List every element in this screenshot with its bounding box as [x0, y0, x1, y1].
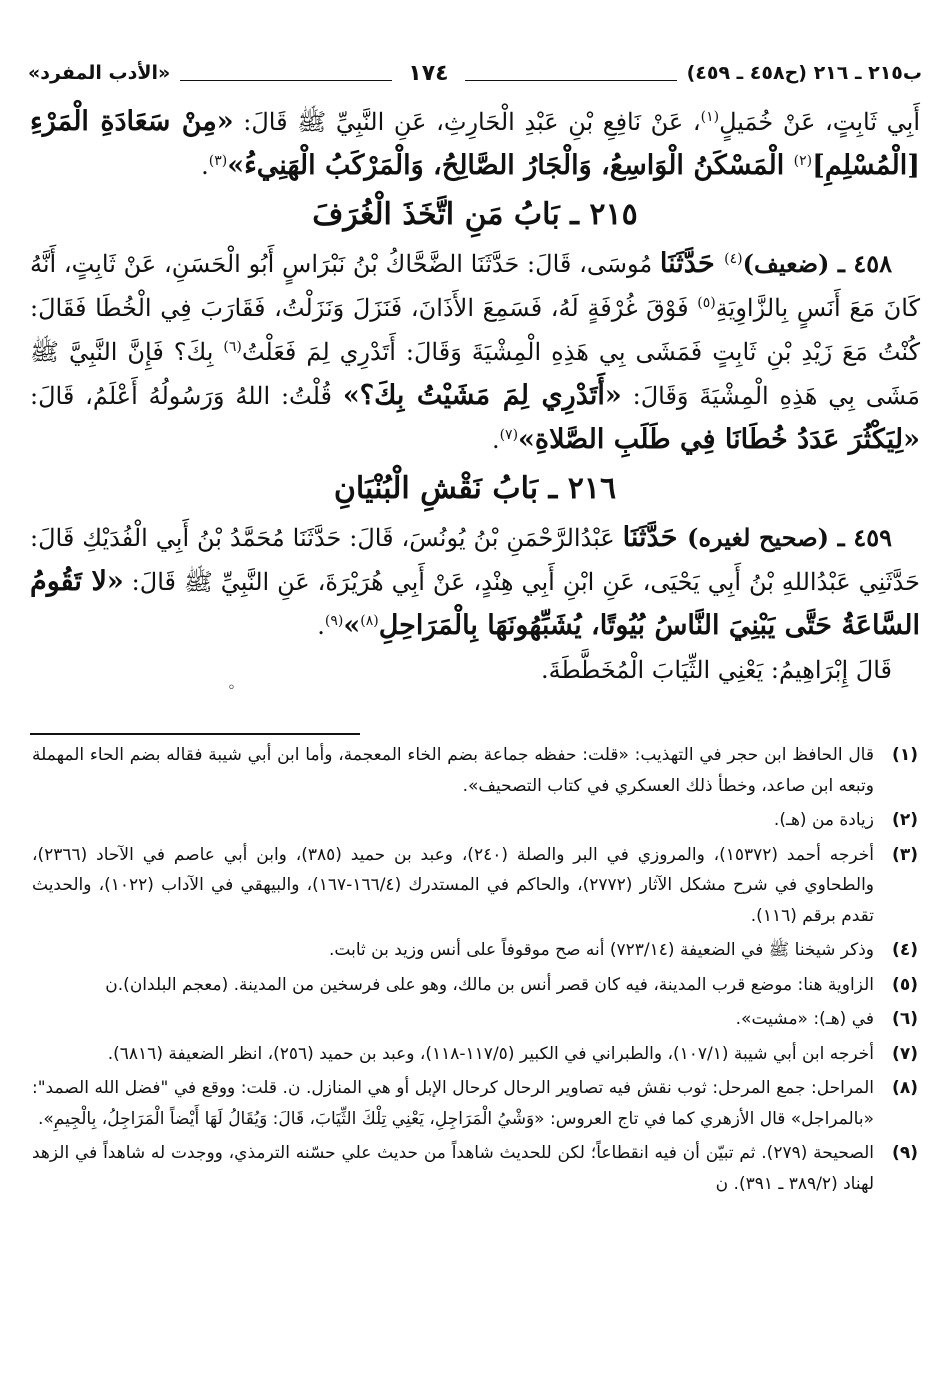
hadith-quote: الْمَسْكَنُ الْوَاسِعُ، وَالْجَارُ الصَّالِحُ، وَالْمَرْكَبُ الْهَنِيءُ»: [227, 150, 794, 181]
text-segment: أَبِي ثَابِتٍ، عَنْ خُمَيلٍ: [719, 108, 920, 136]
paragraph-hadith-458: [30, 242, 920, 462]
header-section-range: ب٢١٥ ـ ٢١٦ (ح٤٥٨ ـ ٤٥٩): [686, 62, 922, 84]
footnote-ref[interactable]: (٩): [324, 613, 344, 629]
header-rule-left: [180, 66, 392, 81]
footnote-ref[interactable]: (٤): [724, 251, 743, 267]
text-segment: بِكَ؟ فَإِنَّ النَّبِيَّ ﷺ مَشَى بِي هَذِهِ الْمِشْيَةَ وَقَالَ:: [30, 338, 920, 410]
footnote-text: قال الحافظ ابن حجر في التهذيب: «قلت: حفظه جماعة بضم الخاء المعجمة، وأما ابن أبي شيبة فقاله بضم الحاء المهملة وتبعه ابن صاعد، وخطأ ذلك العسكري في كتاب التصحيف».: [32, 745, 874, 796]
footnote-5: [32, 970, 918, 1001]
ink-mark: ⸰: [228, 680, 235, 694]
footnote-separator: [30, 733, 360, 735]
hadith-quote: «مِنْ سَعَادَةِ الْمَرْءِ [الْمُسْلِمِ]: [30, 106, 920, 181]
footnote-number: (٥): [892, 974, 918, 995]
footnote-ref[interactable]: (٦): [223, 339, 242, 355]
main-text: [30, 100, 920, 692]
paragraph-ibrahim-note: قَالَ إِبْرَاهِيمُ: يَعْنِي الثِّيَابَ الْمُخَطَّطَةَ.: [540, 656, 892, 684]
footnote-3: [32, 840, 918, 932]
paragraph-hadith-continuation: [30, 100, 920, 188]
haddathana: حَدَّثَنَا: [659, 248, 725, 279]
hadith-number: ٤٥٨ ـ (ضعيف): [742, 249, 892, 278]
text-segment: قُلْتُ: اللهُ وَرَسُولُهُ أَعْلَمُ، قَالَ:: [30, 382, 343, 410]
footnote-9: [32, 1138, 918, 1199]
header-rule-right: [465, 66, 677, 81]
footnote-4: [32, 935, 918, 966]
footnote-number: (١): [892, 745, 918, 765]
footnote-text: أخرجه أحمد (١٥٣٧٢)، والمروزي في البر والصلة (٢٤٠)، وعبد بن حميد (٣٨٥)، وابن أبي عاصم في الآحاد (٢٣٦٦)، والطحاوي في شرح مشكل الآثار (٢٧٧٢)، والحاكم في المستدرك (١٦٦/٤-١٦٧)، والبيهقي في الآداب (١٠٢٢)، والحديث تقدم برقم (١١٦).: [32, 844, 874, 926]
running-header: [28, 58, 922, 88]
footnote-text: أخرجه ابن أبي شيبة (١٠٧/١)، والطبراني في الكبير (١١٧/٥-١١٨)، وعبد بن حميد (٢٥٦)، انظر الضعيفة (٦٨١٦).: [107, 1043, 874, 1064]
text-segment: فَوْقَ غُرْفَةٍ لَهُ، فَسَمِعَ الأَذَانَ، فَنَزَلَ وَنَزَلْتُ، فَقَارَبَ فِي الْخُطَا فَقَالَ: كُنْتُ مَعَ زَيْدِ بْنِ ثَابِتٍ فَمَشَى بِي هَذِهِ الْمِشْيَةَ وَقَالَ: أَتَدْرِي لِمَ فَعَلْتُ: [30, 294, 920, 366]
page-number: ١٧٤: [408, 60, 449, 86]
text-segment: ، عَنْ نَافِعِ بْنِ عَبْدِ الْحَارِثِ، عَنِ النَّبِيِّ ﷺ قَالَ:: [233, 108, 701, 136]
text-segment: .: [491, 426, 500, 454]
footnote-number: (٣): [892, 844, 918, 865]
footnote-number: (٩): [892, 1143, 918, 1163]
haddathana: حَدَّثَنَا: [622, 522, 688, 553]
footnote-ref[interactable]: (٨): [360, 613, 379, 629]
footnote-text: في (هـ): «مشيت».: [735, 1009, 874, 1029]
hadith-quote: «لِيَكْثُرَ عَدَدُ خُطَانَا فِي طَلَبِ الصَّلاةِ»: [518, 424, 920, 455]
footnote-ref[interactable]: (٢): [793, 153, 813, 169]
paragraph-hadith-459: [30, 516, 920, 648]
footnote-ref[interactable]: (٥): [697, 295, 716, 311]
footnote-number: (٨): [892, 1078, 918, 1098]
hadith-quote: «لا تَقُومُ السَّاعَةُ حَتَّى يَبْنِيَ النَّاسُ بُيُوتًا، يُشَبِّهُونَهَا بِالْمَرَاحِلِ: [30, 566, 920, 641]
text-segment: عَبْدُالرَّحْمَنِ بْنُ يُونُسَ، قَالَ: حَدَّثَنَا مُحَمَّدُ بْنُ أَبِي الْفُدَيْكِ قَالَ: حَدَّثَنِي عَبْدُاللهِ بْنُ أَبِي يَحْيَى، عَنِ ابْنِ أَبِي هِنْدٍ، عَنْ أَبِي هُرَيْرَةَ، عَنِ النَّبِيِّ ﷺ قَالَ:: [30, 524, 920, 596]
footnote-number: (٢): [892, 810, 918, 830]
footnote-text: زيادة من (هـ).: [773, 810, 874, 830]
footnote-6: [32, 1004, 918, 1035]
footnote-number: (٤): [892, 940, 918, 960]
footnote-text: وذكر شيخنا ﷺ في الضعيفة (٧٢٣/١٤) أنه صح موقوفاً على أنس وزيد بن ثابت.: [329, 940, 874, 960]
hadith-quote: »: [343, 610, 361, 641]
footnote-number: (٧): [892, 1043, 918, 1064]
footnote-1: [32, 740, 918, 801]
footnote-8: [32, 1073, 918, 1134]
footnotes-section: [32, 740, 918, 1203]
hadith-number: ٤٥٩ ـ (صحيح لغيره): [687, 523, 892, 552]
hadith-quote: «أَتَدْرِي لِمَ مَشَيْتُ بِكَ؟»: [342, 380, 622, 411]
footnote-ref[interactable]: (٣): [208, 153, 228, 169]
footnote-2: [32, 805, 918, 836]
footnote-text: الصحيحة (٢٧٩). ثم تبيّن أن فيه انقطاعاً؛ لكن للحديث شاهداً من حديث علي حسّنه الترمذي، ووجدت له شاهداً في الزهد لهناد (٣٨٩/٢ ـ ٣٩١). ن: [32, 1143, 874, 1194]
footnote-number: (٦): [892, 1009, 918, 1029]
footnote-text: المراحل: جمع المرحل: ثوب نقش فيه تصاوير الرحال كرحال الإبل أو هي المنازل. ن. قلت: ووقع في "فضل الله الصمد": «بالمراجل» قال الأزهري كما في تاج العروس: «وَشْيُ الْمَرَاجِلِ، يَعْنِي تِلْكَ الثِّيَابَ، قَالَ: وَيُقَالُ لَهَا أَيْضاً الْمَرَاجِلُ، بِالْجِيمِ».: [32, 1078, 874, 1129]
footnote-ref[interactable]: (١): [700, 109, 720, 125]
text-segment: مُوسَى، قَالَ: حَدَّثَنَا الضَّحَّاكُ بْنُ نَبْرَاسٍ أَبُو الْحَسَنِ، عَنْ ثَابِتٍ، أَنَّهُ كَانَ مَعَ أَنَسٍ بِالزَّاوِيَةِ: [30, 250, 920, 322]
header-book-title: «الأدب المفرد»: [28, 62, 171, 84]
footnote-7: [32, 1039, 918, 1070]
chapter-heading-216: ٢١٦ ـ بَابُ نَقْشِ الْبُنْيَانِ: [333, 471, 617, 506]
text-segment: .: [317, 612, 325, 640]
footnote-text: الزاوية هنا: موضع قرب المدينة، فيه كان قصر أنس بن مالك، وهو على فرسخين من المدينة. (معجم البلدان).ن: [105, 974, 874, 995]
chapter-heading-215: ٢١٥ ـ بَابُ مَنِ اتَّخَذَ الْغُرَفَ: [312, 197, 638, 232]
text-segment: .: [201, 152, 209, 180]
footnote-ref[interactable]: (٧): [499, 427, 519, 443]
